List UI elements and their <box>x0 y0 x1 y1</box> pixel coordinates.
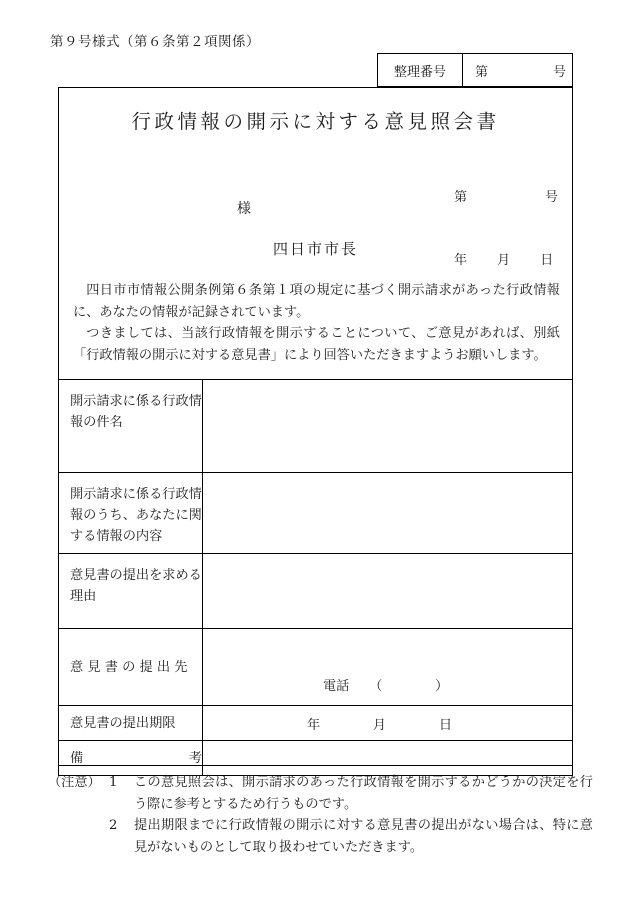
deadline-field: 年 月 日 <box>307 717 453 733</box>
body-paragraph-2: つきましては、当該行政情報を開示することについて、ご意見があれば、別紙「行政情報の開示に対する意見書」により回答いただきますようお願いします。 <box>73 326 560 363</box>
table-row <box>59 473 573 554</box>
body-text <box>73 280 560 366</box>
row-value-remarks[interactable] <box>203 741 573 776</box>
document-title: 行政情報の開示に対する意見照会書 <box>131 110 500 133</box>
row-label-remarks <box>59 741 203 776</box>
addressee-line: 様 <box>237 201 251 217</box>
row-label-deadline: 意見書の提出期限 <box>59 706 203 741</box>
control-number-box <box>377 53 573 87</box>
note-text: 提出期限までに行政情報の開示に対する意見書の提出がない場合は、特に意見がないものとして取り扱わせていただきます。 <box>134 818 593 855</box>
form-table <box>58 379 573 776</box>
row-label-subject: 開示請求に係る行政情報の件名 <box>59 380 203 473</box>
row-value-submission-destination[interactable] <box>203 629 573 706</box>
row-value-subject[interactable] <box>203 380 573 473</box>
table-row <box>59 380 573 473</box>
table-row <box>59 741 573 776</box>
row-label-remarks-head: 備 <box>70 750 84 766</box>
document-frame <box>58 87 573 766</box>
note-item <box>48 815 593 858</box>
row-value-reason[interactable] <box>203 554 573 629</box>
row-label-submission-destination: 意 見 書 の 提 出 先 <box>59 629 203 706</box>
control-number-label: 整理番号 <box>378 54 463 86</box>
document-number-line: 第 号 <box>453 190 558 205</box>
document-date-line: 年 月 日 <box>453 253 554 268</box>
table-row <box>59 554 573 629</box>
notes-label: （注意） <box>48 775 101 790</box>
note-item <box>48 772 593 815</box>
phone-field: 電話 （ ） <box>323 679 449 694</box>
issuer-name: 四日市市長 <box>272 240 358 258</box>
note-number: 1 <box>109 775 118 790</box>
table-row <box>59 706 573 741</box>
notes-section <box>48 772 593 858</box>
note-number: 2 <box>109 818 118 833</box>
row-label-related-info: 開示請求に係る行政情報のうち、あなたに関する情報の内容 <box>59 473 203 554</box>
form-number-heading: 第９号様式（第６条第２項関係） <box>50 34 260 50</box>
row-label-remarks-tail: 考 <box>188 750 202 766</box>
note-text: この意見照会は、開示請求のあった行政情報を開示するかどうかの決定を行う際に参考とするため行うものです。 <box>134 775 593 812</box>
row-value-deadline[interactable] <box>203 706 573 741</box>
row-label-reason: 意見書の提出を求める理由 <box>59 554 203 629</box>
row-value-related-info[interactable] <box>203 473 573 554</box>
control-number-value: 第 号 <box>475 64 567 80</box>
table-row <box>59 629 573 706</box>
body-paragraph-1: 四日市市情報公開条例第６条第１項の規定に基づく開示請求があった行政情報に、あなたの情報が記録されています。 <box>73 283 560 320</box>
